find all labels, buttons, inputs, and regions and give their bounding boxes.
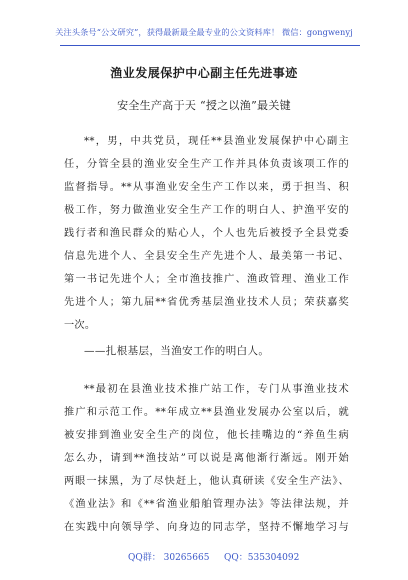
document-subtitle: 安全生产高于天 “授之以渔”最关键 bbox=[117, 99, 291, 112]
paragraph2-line: 两眼一抹黑，为了尽快赶上，他认真研读《安全生产法》、 bbox=[64, 476, 349, 487]
footer-qq-number: QQ：535304092 bbox=[224, 553, 300, 563]
paragraph2-line: 《渔业法》和《**省渔业船舶管理办法》等法律法规，并 bbox=[64, 499, 349, 510]
paragraph2-line: **最初在县渔业技术推广站工作，专门从事渔业技术 bbox=[84, 384, 349, 395]
paragraph2-line: 被安排到渔业安全生产的岗位，他长挂嘴边的“养鱼生病 bbox=[64, 430, 349, 441]
paragraph1-line: 第一书记先进个人；全市渔技推广、渔政管理、渔业工作 bbox=[64, 274, 349, 285]
paragraph1-line: 一次。 bbox=[64, 320, 96, 331]
paragraph1-line: 监督指导。**从事渔业安全生产工作以来，勇于担当、积 bbox=[64, 182, 349, 193]
footer-qq-group: QQ群： 30265665 bbox=[128, 553, 210, 563]
header-promo-text: 关注头条号“公文研究”，获得最新最全最专业的公文资料库！ 微信：gongwenyj bbox=[55, 27, 353, 37]
paragraph1-line: 践行者和渔民群众的贴心人，个人也先后被授予全县党委 bbox=[64, 228, 349, 239]
paragraph1-line: 极工作，努力做渔业安全生产工作的明白人、护渔平安的 bbox=[64, 205, 349, 216]
section-heading: ——扎根基层，当渔安工作的明白人。 bbox=[84, 345, 270, 357]
paragraph1-line: 信息先进个人、全县安全生产先进个人、最美第一书记、 bbox=[64, 251, 349, 262]
paragraph1-line: **，男，中共党员，现任**县渔业发展保护中心副主 bbox=[84, 136, 349, 147]
paragraph2-line: 推广和示范工作。**年成立**县渔业发展办公室以后，就 bbox=[64, 407, 349, 418]
document-title: 渔业发展保护中心副主任先进事迹 bbox=[110, 66, 298, 80]
paragraph2-line: 在实践中向领导学、向身边的同志学，坚持不懈地学习与 bbox=[64, 522, 349, 533]
paragraph1-line: 先进个人；第九届**省优秀基层渔业技术人员；荣获嘉奖 bbox=[64, 297, 349, 308]
header-divider bbox=[60, 45, 360, 46]
paragraph1-line: 任，分管全县的渔业安全生产工作并具体负责该项工作的 bbox=[64, 159, 349, 170]
paragraph2-line: 怎么办，请到**渔技站”可以说是离他渐行渐远。刚开始 bbox=[64, 453, 349, 464]
